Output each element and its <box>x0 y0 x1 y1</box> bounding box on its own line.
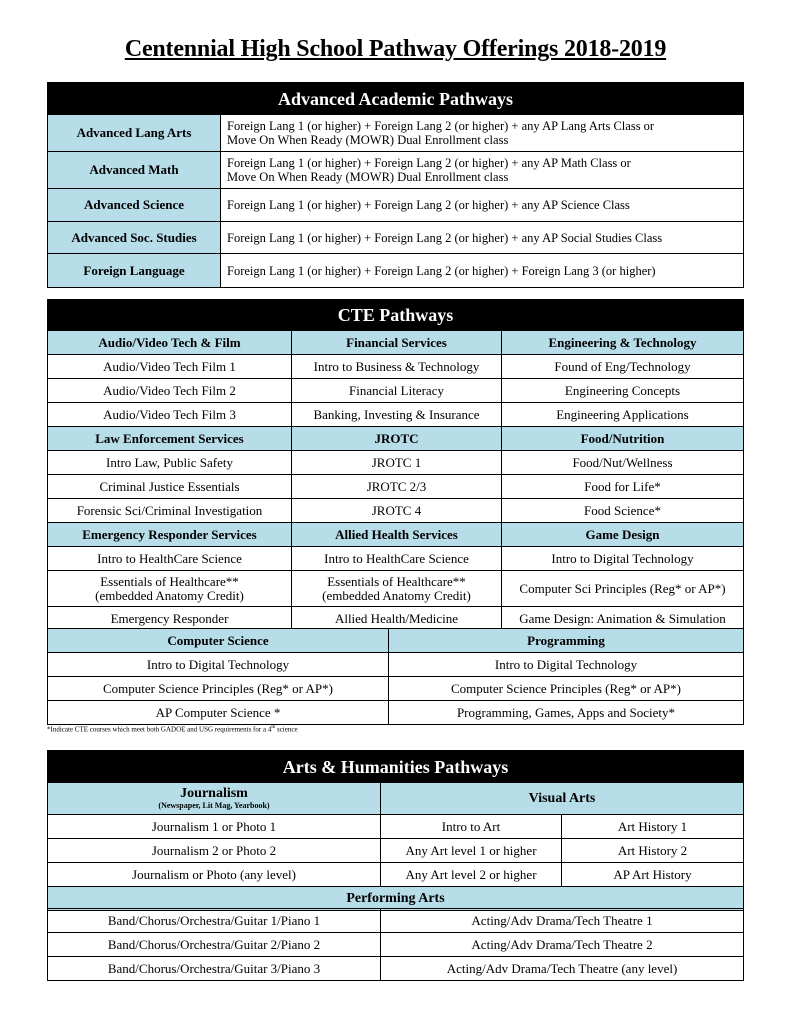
table-row <box>48 499 744 523</box>
course-cell: Audio/Video Tech Film 2 <box>48 379 292 403</box>
course-cell: Criminal Justice Essentials <box>48 475 292 499</box>
category-header: Audio/Video Tech & Film <box>48 331 292 355</box>
table-row <box>48 863 744 887</box>
category-header: Performing Arts <box>48 887 744 911</box>
academic-heading: Advanced Academic Pathways <box>48 83 744 115</box>
course-cell: Intro to Art <box>381 815 562 839</box>
course-cell: Essentials of Healthcare** (embedded Anatomy Credit) <box>292 571 502 607</box>
course-cell: Intro to Digital Technology <box>389 653 744 677</box>
category-row <box>48 427 744 451</box>
academic-pathways-table <box>47 82 744 288</box>
table-row <box>48 403 744 427</box>
table-row <box>48 653 744 677</box>
pathway-description: Foreign Lang 1 (or higher) + Foreign Lang 2 (or higher) + any AP Social Studies Class <box>221 222 744 254</box>
category-row <box>48 887 744 911</box>
table-row <box>48 355 744 379</box>
course-cell: Food for Life* <box>502 475 744 499</box>
category-row <box>48 523 744 547</box>
course-cell: Journalism 2 or Photo 2 <box>48 839 381 863</box>
page-title: Centennial High School Pathway Offerings 2018-2019 <box>124 36 667 62</box>
course-cell: Art History 1 <box>562 815 744 839</box>
table-row <box>48 115 744 152</box>
course-cell: Art History 2 <box>562 839 744 863</box>
category-header: Allied Health Services <box>292 523 502 547</box>
table-row <box>48 222 744 254</box>
category-header: Visual Arts <box>381 783 744 815</box>
table-row <box>48 571 744 607</box>
course-cell: Acting/Adv Drama/Tech Theatre 2 <box>381 933 744 957</box>
course-cell: Banking, Investing & Insurance <box>292 403 502 427</box>
table-row <box>48 677 744 701</box>
table-row <box>48 547 744 571</box>
course-cell: Found of Eng/Technology <box>502 355 744 379</box>
journalism-subtitle: (Newspaper, Lit Mag, Yearbook) <box>158 801 270 810</box>
table-row <box>48 379 744 403</box>
category-header: Emergency Responder Services <box>48 523 292 547</box>
pathway-name: Advanced Science <box>48 189 221 222</box>
category-header: Financial Services <box>292 331 502 355</box>
pathway-name: Advanced Soc. Studies <box>48 222 221 254</box>
category-row <box>48 629 744 653</box>
category-header: Game Design <box>502 523 744 547</box>
performing-arts-table <box>47 908 744 981</box>
table-row <box>48 189 744 222</box>
category-row <box>48 783 744 815</box>
course-cell: Intro to HealthCare Science <box>292 547 502 571</box>
course-cell: Intro to Business & Technology <box>292 355 502 379</box>
course-cell: Computer Science Principles (Reg* or AP*) <box>48 677 389 701</box>
category-header: Law Enforcement Services <box>48 427 292 451</box>
category-row <box>48 331 744 355</box>
cs-programming-table <box>47 628 744 725</box>
table-row <box>48 701 744 725</box>
course-cell: Journalism or Photo (any level) <box>48 863 381 887</box>
course-cell: AP Computer Science * <box>48 701 389 725</box>
course-cell: Acting/Adv Drama/Tech Theatre (any level) <box>381 957 744 981</box>
course-cell: Acting/Adv Drama/Tech Theatre 1 <box>381 909 744 933</box>
course-cell: Food Science* <box>502 499 744 523</box>
table-row <box>48 254 744 288</box>
course-cell: JROTC 2/3 <box>292 475 502 499</box>
table-row <box>48 909 744 933</box>
course-cell: Food/Nut/Wellness <box>502 451 744 475</box>
category-header: Programming <box>389 629 744 653</box>
course-cell: Band/Chorus/Orchestra/Guitar 2/Piano 2 <box>48 933 381 957</box>
course-cell: Engineering Applications <box>502 403 744 427</box>
course-cell: Financial Literacy <box>292 379 502 403</box>
table-row <box>48 933 744 957</box>
course-cell: Engineering Concepts <box>502 379 744 403</box>
category-header: Computer Science <box>48 629 389 653</box>
course-cell: Any Art level 2 or higher <box>381 863 562 887</box>
course-cell: Intro to Digital Technology <box>48 653 389 677</box>
cte-footnote: *Indicate CTE courses which meet both GADOE and USG requirements for a 4th science <box>47 725 298 734</box>
course-cell: JROTC 1 <box>292 451 502 475</box>
course-cell: Emergency Responder <box>48 607 292 631</box>
arts-heading: Arts & Humanities Pathways <box>48 751 744 783</box>
course-cell: Computer Sci Principles (Reg* or AP*) <box>502 571 744 607</box>
cte-heading: CTE Pathways <box>48 300 744 331</box>
course-cell: Game Design: Animation & Simulation <box>502 607 744 631</box>
cte-pathways-table <box>47 299 744 631</box>
course-cell: Band/Chorus/Orchestra/Guitar 3/Piano 3 <box>48 957 381 981</box>
pathway-description: Foreign Lang 1 (or higher) + Foreign Lang 2 (or higher) + Foreign Lang 3 (or higher) <box>221 254 744 288</box>
course-cell: AP Art History <box>562 863 744 887</box>
table-row <box>48 607 744 631</box>
pathway-description: Foreign Lang 1 (or higher) + Foreign Lang 2 (or higher) + any AP Lang Arts Class or Move On When Ready (MOWR) Dual Enrollment class <box>221 115 744 152</box>
course-cell: Forensic Sci/Criminal Investigation <box>48 499 292 523</box>
course-cell: Any Art level 1 or higher <box>381 839 562 863</box>
course-cell: Journalism 1 or Photo 1 <box>48 815 381 839</box>
pathway-name: Foreign Language <box>48 254 221 288</box>
pathway-description: Foreign Lang 1 (or higher) + Foreign Lang 2 (or higher) + any AP Math Class or Move On When Ready (MOWR) Dual Enrollment class <box>221 152 744 189</box>
pathway-name: Advanced Math <box>48 152 221 189</box>
table-row <box>48 839 744 863</box>
pathway-name: Advanced Lang Arts <box>48 115 221 152</box>
course-cell: Programming, Games, Apps and Society* <box>389 701 744 725</box>
course-cell: JROTC 4 <box>292 499 502 523</box>
table-row <box>48 957 744 981</box>
course-cell: Intro to HealthCare Science <box>48 547 292 571</box>
course-cell: Computer Science Principles (Reg* or AP*) <box>389 677 744 701</box>
course-cell: Intro Law, Public Safety <box>48 451 292 475</box>
course-cell: Essentials of Healthcare** (embedded Anatomy Credit) <box>48 571 292 607</box>
table-row <box>48 815 744 839</box>
course-cell: Allied Health/Medicine <box>292 607 502 631</box>
arts-pathways-table <box>47 750 744 911</box>
table-row <box>48 152 744 189</box>
course-cell: Intro to Digital Technology <box>502 547 744 571</box>
table-row <box>48 475 744 499</box>
table-row <box>48 451 744 475</box>
course-cell: Band/Chorus/Orchestra/Guitar 1/Piano 1 <box>48 909 381 933</box>
category-header: JROTC <box>292 427 502 451</box>
category-header: Engineering & Technology <box>502 331 744 355</box>
category-header: Food/Nutrition <box>502 427 744 451</box>
category-header: Journalism (Newspaper, Lit Mag, Yearbook) <box>48 783 381 815</box>
pathway-description: Foreign Lang 1 (or higher) + Foreign Lang 2 (or higher) + any AP Science Class <box>221 189 744 222</box>
course-cell: Audio/Video Tech Film 3 <box>48 403 292 427</box>
course-cell: Audio/Video Tech Film 1 <box>48 355 292 379</box>
